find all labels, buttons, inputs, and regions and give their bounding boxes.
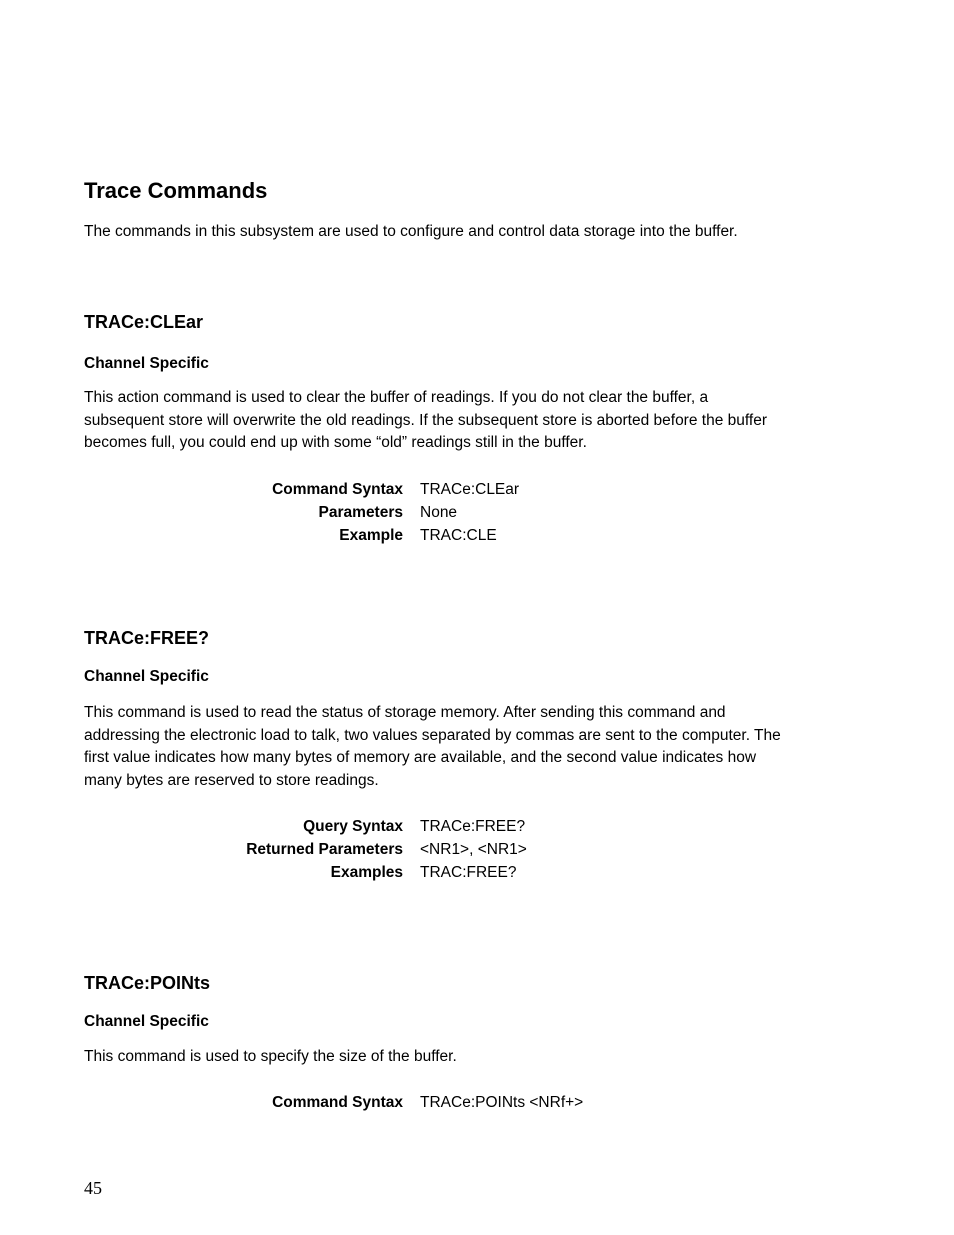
syntax-table xyxy=(84,816,784,884)
section-subheading: Channel Specific xyxy=(84,1013,209,1030)
section-body xyxy=(84,1046,864,1069)
syntax-row xyxy=(84,1092,784,1115)
body-line: This action command is used to clear the buffer of readings. If you do not clear the buffer, a xyxy=(84,389,709,406)
section-subheading: Channel Specific xyxy=(84,668,209,685)
syntax-table xyxy=(84,479,784,547)
syntax-label: Returned Parameters xyxy=(246,840,403,858)
intro-paragraph: The commands in this subsystem are used to configure and control data storage into the buffer. xyxy=(84,223,738,240)
body-line: This command is used to read the status of storage memory. After sending this command and xyxy=(84,704,726,721)
page-number: 45 xyxy=(84,1178,102,1198)
section-heading: TRACe:FREE? xyxy=(84,628,209,648)
body-line: addressing the electronic load to talk, two values separated by commas are sent to the computer. The xyxy=(84,726,781,744)
body-line: subsequent store will overwrite the old readings. If the subsequent store is aborted before the buffer xyxy=(84,411,767,429)
syntax-value: TRACe:FREE? xyxy=(420,818,526,835)
syntax-value: TRAC:FREE? xyxy=(420,863,517,881)
syntax-label: Command Syntax xyxy=(272,481,403,498)
section-heading: TRACe:POINts xyxy=(84,973,211,993)
page-title: Trace Commands xyxy=(84,178,268,203)
body-line: This command is used to specify the size of the buffer. xyxy=(84,1048,457,1065)
syntax-value: TRAC:CLE xyxy=(420,526,497,544)
syntax-row xyxy=(84,862,784,885)
syntax-row xyxy=(84,502,784,525)
syntax-label: Examples xyxy=(330,863,403,881)
syntax-value: None xyxy=(420,503,458,521)
syntax-row xyxy=(84,839,784,862)
syntax-row xyxy=(84,816,784,839)
syntax-label: Query Syntax xyxy=(303,818,403,835)
syntax-label: Example xyxy=(339,526,403,544)
body-line: first value indicates how many bytes of memory are available, and the second value indicates how xyxy=(84,749,757,766)
syntax-label: Parameters xyxy=(318,503,403,521)
syntax-label: Command Syntax xyxy=(272,1094,403,1111)
syntax-value: TRACe:CLEar xyxy=(420,481,520,498)
syntax-row xyxy=(84,479,784,502)
body-line: becomes full, you could end up with some “old” readings still in the buffer. xyxy=(84,434,587,451)
section-body xyxy=(84,702,864,792)
syntax-table xyxy=(84,1092,784,1115)
section-subheading: Channel Specific xyxy=(84,355,209,372)
syntax-row xyxy=(84,525,784,548)
syntax-value: <NR1>, <NR1> xyxy=(420,840,527,858)
section-heading: TRACe:CLEar xyxy=(84,312,204,332)
syntax-value: TRACe:POINts <NRf+> xyxy=(420,1094,584,1111)
section-body xyxy=(84,387,864,455)
body-line: many bytes are reserved to store readings. xyxy=(84,771,379,789)
